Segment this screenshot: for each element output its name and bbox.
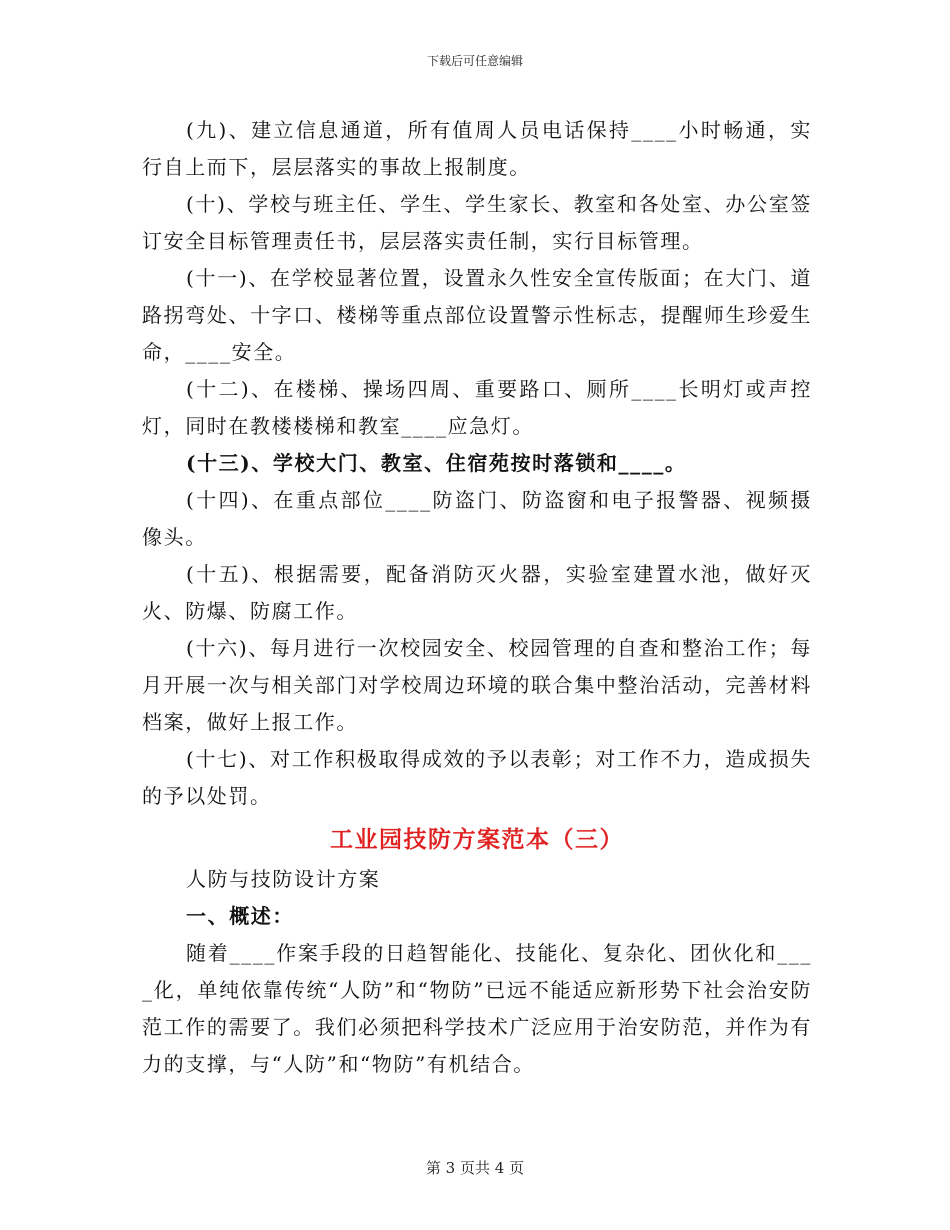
document-body [142, 112, 812, 1083]
paragraph-item-14: (十四)、在重点部位____防盗门、防盗窗和电子报警器、视频摄像头。 [142, 488, 812, 549]
header-note: 下载后可任意编辑 [426, 54, 523, 68]
page-number: 第 3 页共 4 页 [425, 1159, 525, 1177]
paragraph-item-15: (十五)、根据需要，配备消防灭火器，实验室建置水池，做好灭火、防爆、防腐工作。 [142, 562, 812, 623]
section-body: 随着____作案手段的日趋智能化、技能化、复杂化、团伙化和____化，单纯依靠传统“人防”和“物防”已远不能适应新形势下社会治安防范工作的需要了。我们必须把科学技术广泛应用于治安防范，并作为有力的支撑，与“人防”和“物防”有机结合。 [142, 941, 812, 1076]
paragraph-item-17: (十七)、对工作积极取得成效的予以表彰；对工作不力，造成损失的予以处罚。 [142, 747, 812, 808]
section-subtitle: 人防与技防设计方案 [186, 867, 381, 891]
section-heading: 一、概述： [186, 904, 294, 928]
paragraph-item-12: (十二)、在楼梯、操场四周、重要路口、厕所____长明灯或声控灯，同时在教楼楼梯和教室____应急灯。 [142, 377, 812, 438]
section-title: 工业园技防方案范本（三） [330, 826, 624, 853]
paragraph-item-16: (十六)、每月进行一次校园安全、校园管理的自查和整治工作；每月开展一次与相关部门对学校周边环境的联合集中整治活动，完善材料档案，做好上报工作。 [142, 636, 812, 734]
paragraph-item-9: (九)、建立信息通道，所有值周人员电话保持____小时畅通，实行自上而下，层层落实的事故上报制度。 [142, 118, 812, 179]
paragraph-item-13-bold: (十三)、学校大门、教室、住宿苑按时落锁和____。 [186, 451, 687, 475]
paragraph-item-10: (十)、学校与班主任、学生、学生家长、教室和各处室、办公室签订安全目标管理责任书，层层落实责任制，实行目标管理。 [142, 192, 812, 253]
paragraph-item-11: (十一)、在学校显著位置，设置永久性安全宣传版面；在大门、道路拐弯处、十字口、楼梯等重点部位设置警示性标志，提醒师生珍爱生命，____安全。 [142, 266, 812, 364]
